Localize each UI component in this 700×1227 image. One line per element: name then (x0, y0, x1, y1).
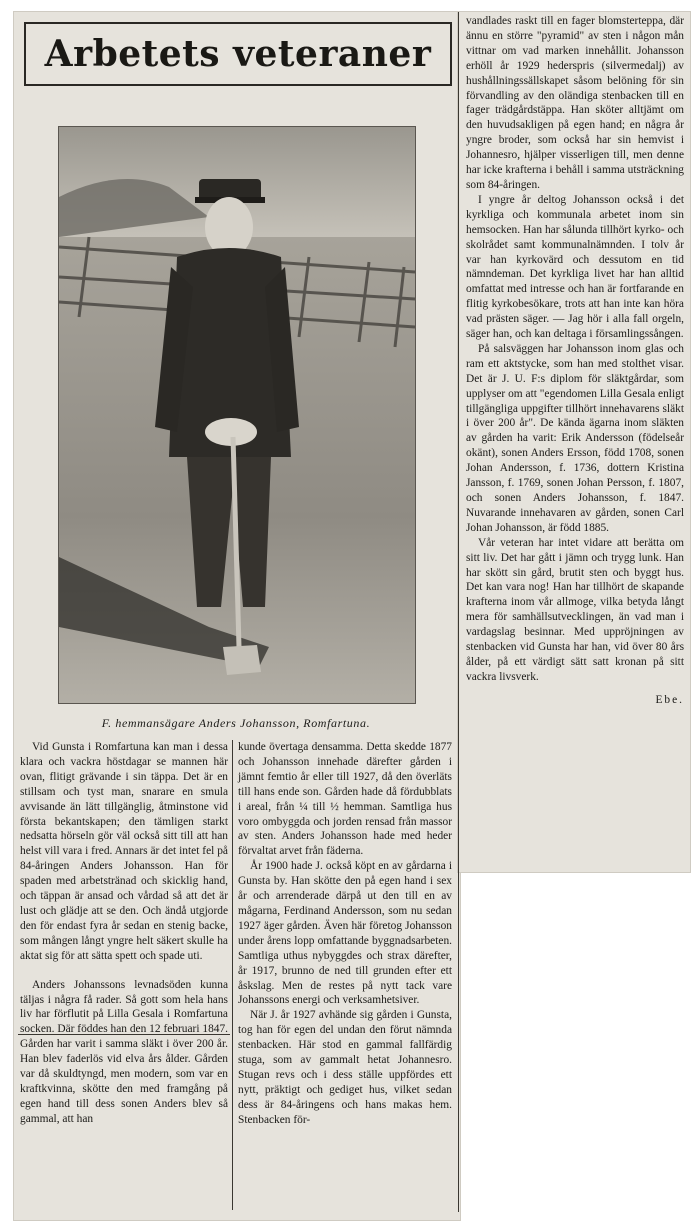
paragraph: År 1900 hade J. också köpt en av gårdarna i Gunsta by. Han skötte den på egen hand i sex år och arrenderade därpå ut den till en av mågarna, Ferdinand Andersson, som nu sedan 1927 äger gården. Även här företog Johansson under årens lopp omfattande byggnadsarbeten. Samtliga uthus nybyggdes och strax därefter, år 1917, brunno de ned till grunden efter ett åskslag. Men de restes på nytt tack vare Johanssons energi och verksamhetsiver. (238, 860, 452, 1007)
portrait-photo (58, 126, 416, 704)
photo-caption: F. hemmansägare Anders Johansson, Romfartuna. (101, 716, 371, 730)
text-column-3 (466, 14, 684, 708)
column-rule (232, 740, 233, 1210)
paragraph: Vår veteran har intet vidare att berätta om sitt liv. Det har gått i jämn och trygg lunk. Han har skött sin gård, brutit sten och byggt hus. Det kan vara nog! Han har tillhört de skapande krafterna inom vår allmoge, vilka betyda långt mera för samhällsutvecklingen, än vad man i vardagslag besinnar. Med uppröjningen av stenbacken vid Gunsta har han, vid över 80 års ålder, på ett värdigt sätt satt kronan på sitt vackra livsverk. (466, 536, 684, 683)
paragraph: När J. år 1927 avhände sig gården i Gunsta, tog han för egen del undan den förut nämnda stenbacken. Här stod en gammal fallfärdig stuga, som av gammalt hetat Johannesro. Stugan revs och i dess ställe uppfördes ett nytt, präktigt och gediget hus, vilket sedan dess är 84-åringens och hans makas hem. Stenbacken för- (238, 1009, 452, 1126)
title-box (24, 22, 452, 86)
text-column-1 (20, 740, 228, 1127)
photo-illustration (59, 127, 415, 703)
column-rule (458, 12, 459, 1212)
paragraph: Vid Gunsta i Romfartuna kan man i dessa klara och vackra höstdagar se mannen här ovan, flitigt grävande i sin täppa. Det är en stillsam och tyst man, snarare en smula avvisande än lätt tillgänglig, åtminstone vid första bekantskapen; den tämligen starkt nedsatta hörseln gör väl också sitt till att han helst vill vara i fred. Annars är det intet fel på 84-åringen Anders Johansson. Han för spaden med arbetstränad och skicklig hand, och täppan är ansad och vårdad så att det är lust och glädje att se den. Och ändå utgjorde den för endast fyra år sedan en stenig backe, som mången långt yngre helt säkert skulle ha aktat sig för att sätta spett och spade uti. (20, 741, 228, 962)
author-signature: Ebe. (655, 693, 684, 706)
paragraph: I yngre år deltog Johansson också i det kyrkliga och kommunala arbetet inom sin hemsocken. Han har sålunda tillhört kyrko- och skolrådet samt kommunalnämnden. I tolv år var han kyrkovärd och dessutom en tid nämndeman. Det kyrkliga livet har han alltid omfattat med intresse och han är fortfarande en flitig kyrkobesökare, trots att han inte kan höra vad prästen säger. — Jag hör i alla fall orgeln, säger han, och kan deltaga i församlingssången. (466, 193, 684, 341)
paragraph: vandlades raskt till en fager blomsterteppa, där ännu en större "pyramid" av sten i någon mån vittnar om vad marken innehållit. Johansson erhöll år 1929 hederspris (silvermedalj) av hushållningssällskapet såsom belöning för sin förvandling av den oländiga stenbacken till en fager trädgårdstäppa. Han sköter alltjämt om den huvudsakligen på egen hand; en några år yngre broder, som också har sin hemvist i Johannesro, hjälper visserligen till, men denne har icke krafterna i behåll i samma utsträckning som 84-åringen. (466, 15, 684, 191)
article-title: Arbetets veteraner (44, 33, 432, 75)
paragraph: Anders Johanssons levnadsöden kunna täljas i några få rader. Så gott som hela hans liv har förflutit på Lilla Gesala i Romfartuna socken. Där föddes han den 12 februari 1847. Gården har varit i samma släkt i över 200 år. Han blev faderlös vid elva års ålder. Gården var då skuldtyngd, men modern, som var en kraftkvinna, skötte den med framgång på egen hand till dess sonen Anders blev så gammal, att han (20, 978, 228, 1125)
text-column-2 (238, 740, 452, 1128)
paragraph: På salsväggen har Johansson inom glas och ram ett aktstycke, som han med stolthet visar. Det är J. U. F:s diplom för släktgårdar, som upplyser om att "egendomen Lilla Gesala enligt tillgängliga uppgifter tillhört innehavarens släkt i över 200 år". De kända ägarna inom släkten av gården ha varit: Erik Andersson (födelseår okänt), sonen Anders Ersson, född 1708, sonen Johan Andersson, f. 1736, dottern Kristina Jansson, f. 1769, sonen Johan Persson, f. 1807, och sonen Anders Johansson, f. 1847. Nuvarande innehavaren av gården, sonen Carl Johan Johansson, är född 1885. (466, 342, 684, 534)
paragraph: kunde övertaga densamma. Detta skedde 1877 och Johansson innehade därefter gården i jämnt femtio år eller till 1927, då den överläts till hans ende son. Gården hade då fördubblats i areal, från ¼ till ½ hemman. Samtliga hus voro ombyggda och jorden rensad från massor av sten. Anders Johansson hade med heder förvaltat arvet från fäderna. (238, 741, 452, 858)
